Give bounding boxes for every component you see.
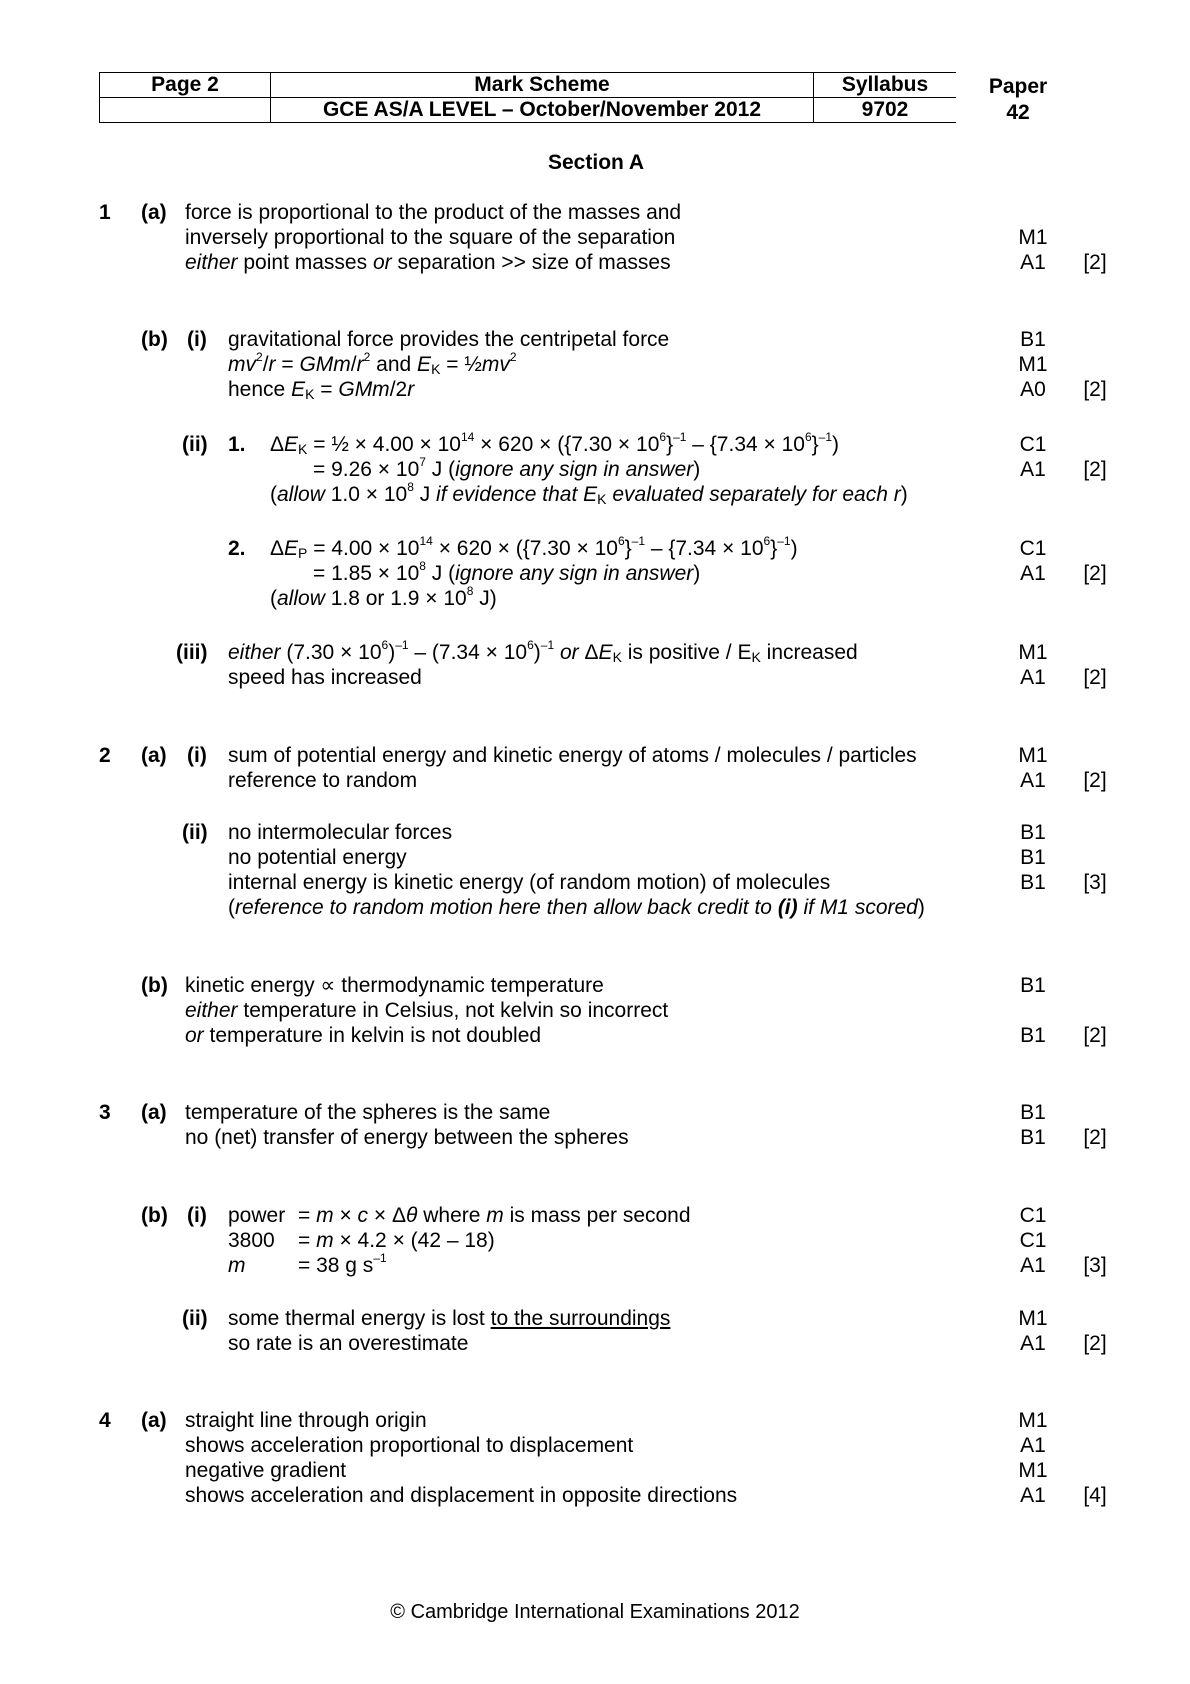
- text-line: inversely proportional to the square of the separation: [185, 226, 676, 249]
- part-label: (b): [141, 328, 168, 351]
- copyright-footer: © Cambridge International Examinations 2012: [390, 1601, 800, 1623]
- text-line: speed has increased: [228, 666, 422, 689]
- paper-number: 42: [1006, 101, 1030, 124]
- mark: M1: [1018, 1307, 1048, 1330]
- text-line: straight line through origin: [185, 1409, 427, 1432]
- equation-line: = $1.85 \times 10^8$ J (ignore any sign in answer): [313, 559, 701, 585]
- equation-line: $\Delta E_K$ = ½ × $4.00 \times 10^{14} \times 620 \times (\{7.30 \times 10^6\}^{-1} - \{7.34 \times 10^6\}^{-1})$: [270, 430, 840, 457]
- item-number: 2.: [228, 537, 246, 560]
- mark: A1: [1020, 251, 1046, 274]
- question-number: 3: [99, 1101, 111, 1124]
- total-marks: [2]: [1083, 378, 1107, 401]
- text-line: or temperature in kelvin is not doubled: [185, 1024, 542, 1047]
- question-number: 1: [99, 201, 111, 224]
- text-line: no intermolecular forces: [228, 821, 453, 844]
- mark: A1: [1020, 769, 1046, 792]
- allowance-note: (allow $1.0 \times 10^8$ J if evidence that $E_K$ evaluated separately for each r): [270, 480, 908, 507]
- mark: A1: [1020, 458, 1046, 481]
- mark: A1: [1020, 666, 1046, 689]
- header-table: [99, 72, 956, 123]
- subpart-label: (ii): [182, 433, 208, 456]
- mark: B1: [1020, 1024, 1046, 1047]
- equation-label: m: [228, 1254, 246, 1277]
- allowance-note: (allow 1.8 or $1.9 \times 10^8$ J): [270, 584, 497, 610]
- text-line: kinetic energy ∝ thermodynamic temperature: [185, 974, 604, 997]
- equation-line: = m × 4.2 × (42 – 18): [298, 1229, 495, 1252]
- text-line: temperature of the spheres is the same: [185, 1101, 551, 1124]
- subpart-label: (ii): [182, 821, 208, 844]
- mark: B1: [1020, 974, 1046, 997]
- mark: A1: [1020, 1254, 1046, 1277]
- equation-line: $mv^2/r = GMm/r^2$ and $E_K$ = $\frac{1}{2}mv^2$: [228, 350, 517, 377]
- mark: M1: [1018, 1409, 1048, 1432]
- text-line: force is proportional to the product of the masses and: [185, 201, 682, 224]
- mark: M1: [1018, 641, 1048, 664]
- mark: C1: [1019, 537, 1047, 560]
- total-marks: [2]: [1083, 251, 1107, 274]
- mark: C1: [1019, 1229, 1047, 1252]
- mark: A0: [1020, 378, 1046, 401]
- equation-line: = m × c × Δθ where m is mass per second: [298, 1204, 691, 1227]
- mark: B1: [1020, 1101, 1046, 1124]
- equation-label: power: [228, 1204, 286, 1227]
- subpart-label: (i): [187, 1204, 207, 1227]
- total-marks: [2]: [1083, 458, 1107, 481]
- page-label: Page 2: [100, 73, 271, 98]
- mark: A1: [1020, 1484, 1046, 1507]
- text-line: negative gradient: [185, 1459, 347, 1482]
- total-marks: [3]: [1083, 1254, 1107, 1277]
- mark: B1: [1020, 821, 1046, 844]
- text-line: gravitational force provides the centripetal force: [228, 328, 670, 351]
- text-line: no potential energy: [228, 846, 407, 869]
- text-line: so rate is an overestimate: [228, 1332, 469, 1355]
- page-blank-cell: [100, 98, 271, 123]
- mark: M1: [1018, 353, 1048, 376]
- mark: C1: [1019, 433, 1047, 456]
- question-number: 4: [99, 1409, 111, 1432]
- text-line: no (net) transfer of energy between the spheres: [185, 1126, 629, 1149]
- total-marks: [2]: [1083, 562, 1107, 585]
- mark: B1: [1020, 846, 1046, 869]
- mark: M1: [1018, 226, 1048, 249]
- text-line: some thermal energy is lost to the surroundings: [228, 1307, 671, 1330]
- total-marks: [2]: [1083, 769, 1107, 792]
- total-marks: [2]: [1083, 666, 1107, 689]
- subpart-label: (iii): [176, 641, 208, 664]
- subpart-label: (i): [187, 744, 207, 767]
- subpart-label: (ii): [182, 1307, 208, 1330]
- total-marks: [2]: [1083, 1126, 1107, 1149]
- section-title: Section A: [548, 151, 645, 174]
- part-label: (a): [141, 201, 167, 224]
- text-line: either temperature in Celsius, not kelvin so incorrect: [185, 999, 669, 1022]
- mark: A1: [1020, 1434, 1046, 1457]
- syllabus-code: 9702: [814, 98, 957, 123]
- total-marks: [3]: [1083, 871, 1107, 894]
- question-number: 2: [99, 744, 111, 767]
- equation-label: 3800: [228, 1229, 275, 1252]
- text-line: shows acceleration and displacement in opposite directions: [185, 1484, 738, 1507]
- equation-line: = 38 g $s^{-1}$: [298, 1251, 387, 1277]
- mark: B1: [1020, 328, 1046, 351]
- part-label: (b): [141, 974, 168, 997]
- equation-line: either $(7.30 \times 10^6)^{-1} - (7.34 \times 10^6)^{-1}$ or $\Delta E_K$ is positive / $E_K$ increased: [228, 638, 858, 665]
- mark: M1: [1018, 1459, 1048, 1482]
- total-marks: [2]: [1083, 1024, 1107, 1047]
- text-line: internal energy is kinetic energy (of random motion) of molecules: [228, 871, 831, 894]
- equation-line: = $9.26 \times 10^7$ J (ignore any sign in answer): [313, 455, 701, 481]
- part-label: (a): [141, 1101, 167, 1124]
- text-line: either point masses or separation >> size of masses: [185, 251, 671, 274]
- mark: C1: [1019, 1204, 1047, 1227]
- part-label: (a): [141, 744, 167, 767]
- text-line: sum of potential energy and kinetic energy of atoms / molecules / particles: [228, 744, 917, 767]
- item-number: 1.: [228, 433, 246, 456]
- part-label: (a): [141, 1409, 167, 1432]
- paper-label: Paper: [988, 75, 1048, 98]
- text-line: reference to random: [228, 769, 418, 792]
- subpart-label: (i): [187, 328, 207, 351]
- equation-line: hence $E_K = GMm/2r$: [228, 378, 415, 402]
- allowance-note: (reference to random motion here then allow back credit to (i) if M1 scored): [228, 896, 925, 919]
- total-marks: [4]: [1083, 1484, 1107, 1507]
- total-marks: [2]: [1083, 1332, 1107, 1355]
- mark: A1: [1020, 562, 1046, 585]
- syllabus-label: Syllabus: [814, 73, 957, 98]
- text-line: shows acceleration proportional to displacement: [185, 1434, 634, 1457]
- doc-title: Mark Scheme: [271, 73, 814, 98]
- part-label: (b): [141, 1204, 168, 1227]
- exam-title: GCE AS/A LEVEL – October/November 2012: [271, 98, 814, 123]
- mark: B1: [1020, 1126, 1046, 1149]
- mark: M1: [1018, 744, 1048, 767]
- mark: A1: [1020, 1332, 1046, 1355]
- mark: B1: [1020, 871, 1046, 894]
- equation-line: $\Delta E_P = 4.00 \times 10^{14} \times 620 \times (\{7.30 \times 10^6\}^{-1} - \{7.34 \times 10^6\}^{-1})$: [270, 534, 798, 561]
